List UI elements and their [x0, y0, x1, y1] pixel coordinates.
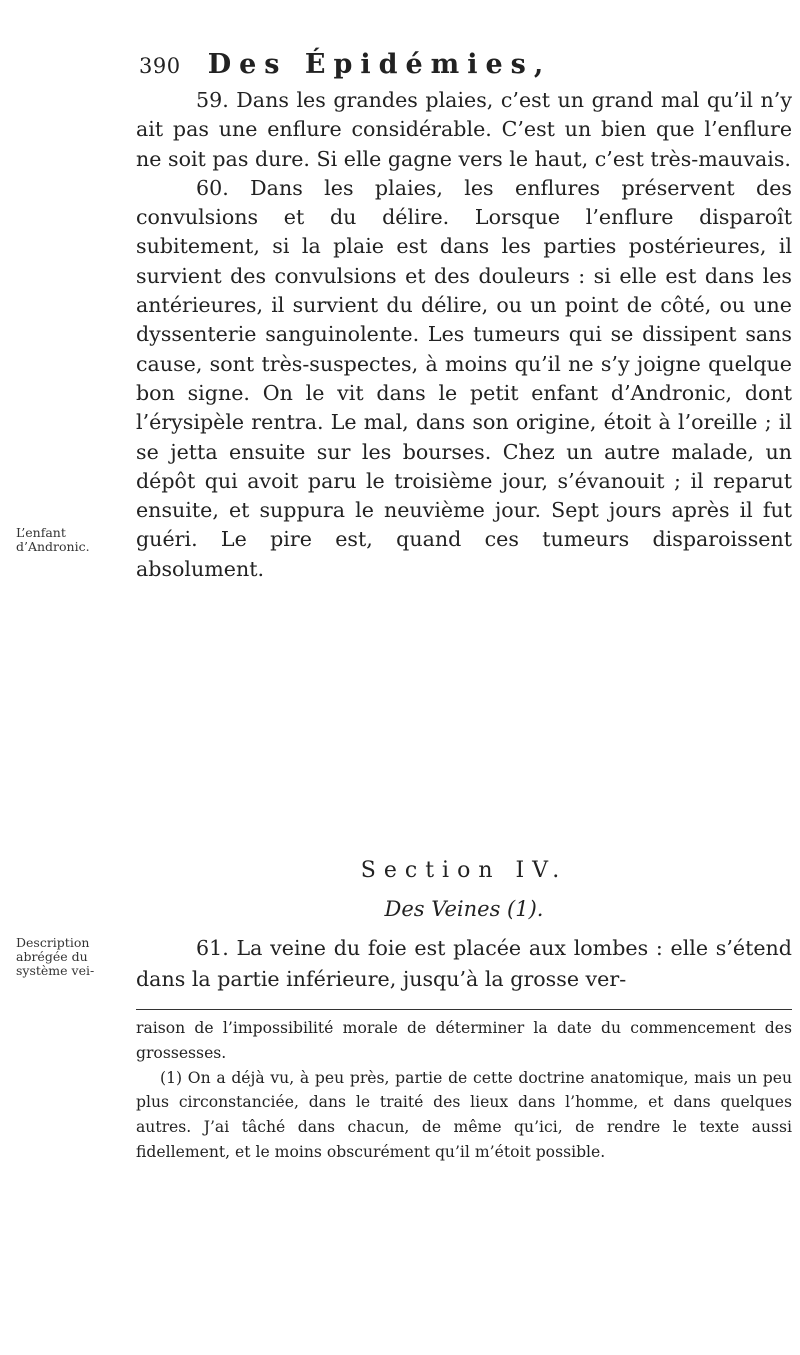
- footnote-continuation: raison de l’impossibilité morale de déterminer la date du commencement des grossesses.: [136, 1019, 792, 1062]
- margin-note-andronic: L’enfant d’Andronic.: [16, 525, 90, 554]
- margin-note-description: Description abrégée du système vei-: [16, 935, 95, 978]
- main-text: [136, 86, 792, 584]
- paragraph-60: 60. Dans les plaies, les enflures préservent des convulsions et du délire. Lorsque l’enflure disparoît subitement, si la plaie est dans les parties postérieures, il survient des convulsions et des douleurs : si elle est dans les antérieures, il survient du délire, ou un point de côté, ou une dyssenterie sanguinolente. Les tumeurs qui se dissipent sans cause, sont très-suspectes, à moins qu’il ne s’y joigne quelque bon signe. On le vit dans le petit enfant d’Andronic, dont l’érysipèle rentra. Le mal, dans son origine, étoit à l’oreille ; il se jetta ensuite sur les bourses. Chez un autre malade, un dépôt qui avoit paru le troisième jour, s’évanouit ; il reparut ensuite, et suppura le neuvième jour. Sept jours après il fut guéri. Le pire est, quand ces tumeurs disparoissent absolument.: [136, 175, 792, 581]
- running-title: Des Épidémies,: [207, 49, 552, 80]
- section-heading: Section IV.: [360, 858, 568, 883]
- footnotes: [136, 1016, 792, 1165]
- paragraph-59: 59. Dans les grandes plaies, c’est un grand mal qu’il n’y ait pas une enflure considérable. C’est un bien que l’enflure ne soit pas dure. Si elle gagne vers le haut, c’est très-mauvais.: [136, 88, 792, 171]
- footnote-rule: [136, 1009, 792, 1010]
- running-head: [139, 48, 659, 83]
- section-subheading: Des Veines (1).: [384, 897, 544, 921]
- footnote-1: (1) On a déjà vu, à peu près, partie de cette doctrine anatomique, mais un peu plus circonstanciée, dans le traité des lieux dans l’homme, et dans quelques autres. J’ai tâché dans chacun, de même qu’ici, de rendre le texte aussi fidellement, et le moins obscurément qu’il m’étoit possible.: [136, 1068, 792, 1161]
- paragraph-61: 61. La veine du foie est placée aux lombes : elle s’étend dans la partie inférieure, jusqu’à la grosse ver-: [136, 936, 792, 991]
- paragraph-61-block: [136, 933, 792, 995]
- page-number: 390: [139, 54, 181, 78]
